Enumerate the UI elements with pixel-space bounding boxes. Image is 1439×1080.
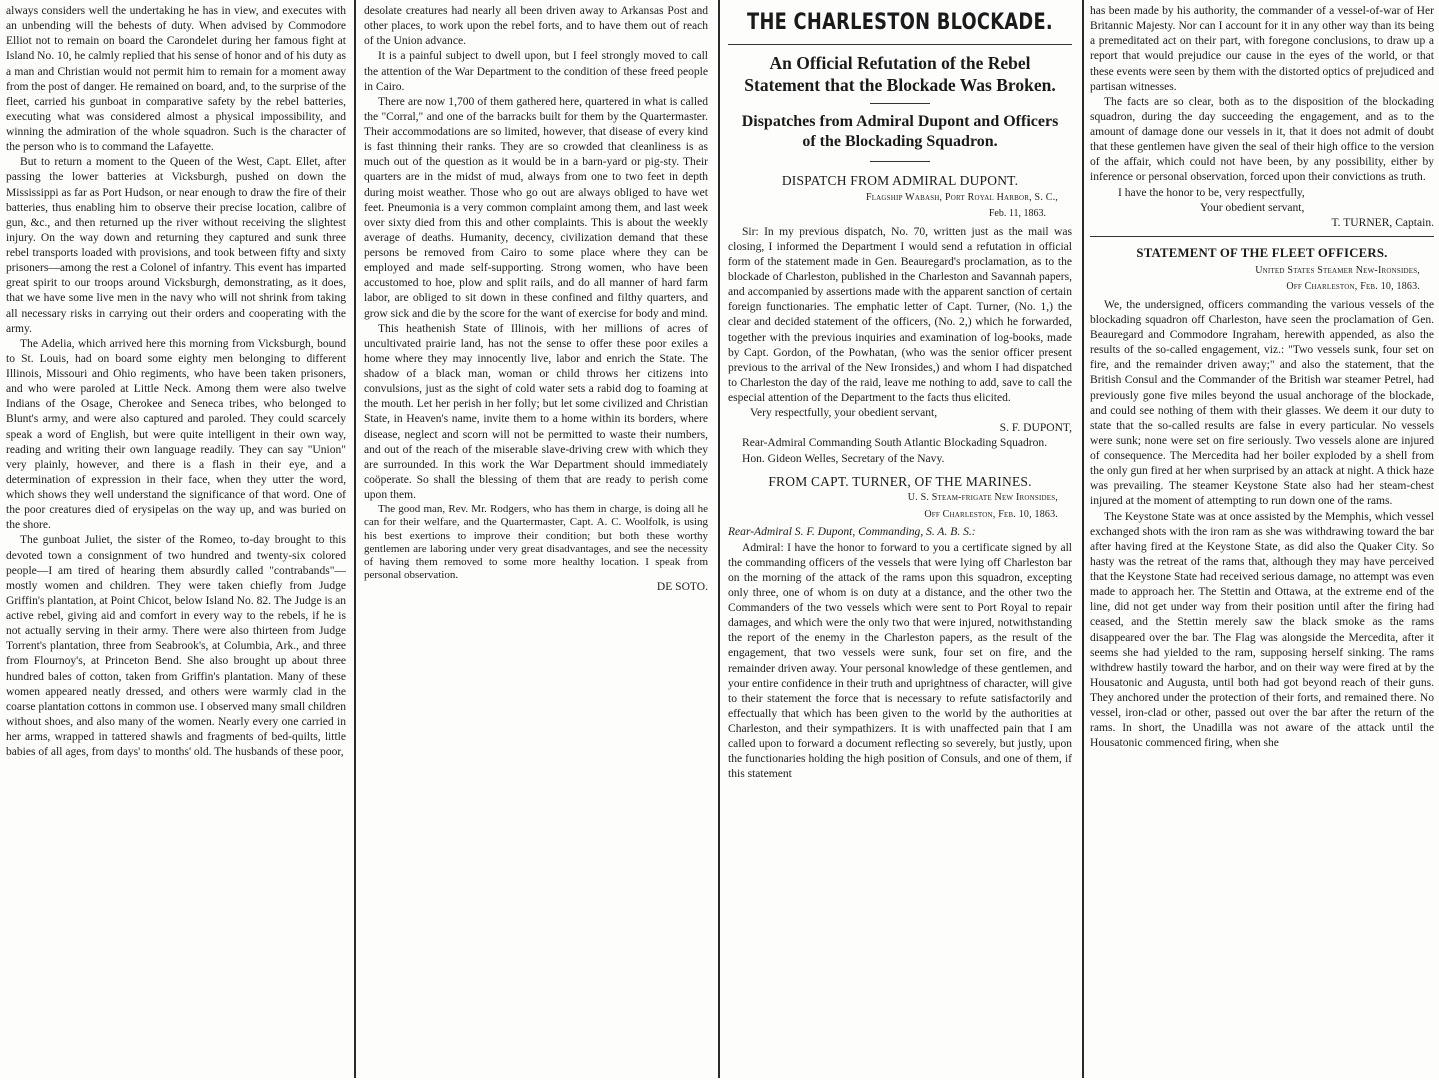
turner-signature: T. TURNER, Captain. <box>1331 216 1434 229</box>
col4-paragraph-2: The facts are so clear, both as to the disposition of the blockading squadron, during the day succeeding the engagement, and as to the amount of damage done our vessels in it, that it does not admit of doubt that these gentlemen have given the seal of their high office to the version of the affair, which could not have been, by any possibility, either by inference or personal observation, forced upon their convictions as truth. <box>1090 95 1434 184</box>
column-3 <box>728 4 1072 1078</box>
dupont-dispatch-body: Sir: In my previous dispatch, No. 70, written just as the mail was closing, I informed the Department I would send a refutation in official form of the statement made in Gen. Beauregard's proclamation, as to the blockade of Charleston, published in the Charleston and Savannah papers, and accompanied by assertions made with the apparent sanction of certain foreign functionaries. The emphatic letter of Capt. Turner, (No. 1,) the clear and decided statement of the officers, (No. 2,) which he forwarded, together with the previous inquiries and examination of log-books, made by Capt. Gordon, of the Powhatan, (who was the senior officer present previous to the arrival of the New Ironsides,) and whom I had dispatched to Charleston the day of the raid, leave me nothing to add, save to call the especial attention of the Department to the facts thus elicited. <box>728 225 1072 405</box>
turner-closing-1: I have the honor to be, very respectfully, <box>1118 186 1305 199</box>
dupont-closing: Very respectfully, your obedient servant, <box>750 407 938 420</box>
col2-paragraph-1: desolate creatures had nearly all been driven away to Arkansas Post and other places, to work upon the rebel forts, and to have them out of reach of the Union advance. <box>364 5 708 48</box>
col2-paragraph-2: It is a painful subject to dwell upon, but I feel strongly moved to call the attention of the War Department to the condition of these freed people in Cairo. <box>364 50 708 93</box>
subheadline-rule <box>870 103 930 104</box>
dupont-signature: S. F. DUPONT, <box>999 422 1072 435</box>
turner-closing-2: Your obedient servant, <box>1200 201 1305 214</box>
column-2 <box>364 4 708 816</box>
dupont-addressee: Hon. Gideon Welles, Secretary of the Navy. <box>742 452 945 465</box>
column-divider-1 <box>354 0 356 1078</box>
column-divider-2 <box>718 0 720 1078</box>
column-4 <box>1090 4 1434 1078</box>
col1-paragraph-4: The gunboat Juliet, the sister of the Romeo, to-day brought to this devoted town a consignment of two hundred and twenty-six colored people—I am tired of hearing them absurdly called "contrabands"—mostly women and children. They were taken chiefly from Judge Griffin's plantation, at Point Chicot, below Island No. 82. The Judge is an active rebel, giving aid and comfort in every way to the rebels, if he is not actually serving in their army. There were also thirteen from Judge Torrent's plantation, three from Seabrook's, at Columbia, Ark., and three from Flournoy's, at Princeton Bend. She also brought up about three hundred bales of cotton, taken from Griffin's plantation. Many of these women appeared neatly dressed, and others were warmly clad in the coarse plantation cottons in common use. I observed many small children without shoes, and also many of the women. Nearly every one carried in her arms, wrapped in tattered shawls and fragments of bed-quilts, little babies of all ages, from days' to months' old. The husbands of these poor, <box>6 534 346 759</box>
dateline-dupont-1: Flagship Wabash, Port Royal Harbor, S. C., <box>865 191 1058 203</box>
fleet-statement-body: We, the undersigned, officers commanding the various vessels of the blockading squadron off Charleston, have seen the proclamation of Gen. Beauregard and Commodore Ingraham, herewith appended, as also the results of the so-called engagement, viz.: "Two vessels sunk, four set on fire, and the remainder driven away;" and also the statement, that the British Consul and the Commander of the British war steamer Petrel, had previously gone five miles beyond the usual anchorage of the blockade, and could see nothing of them with their glasses. We deem it our duty to state that the so-called results are false in every particular. No vessels were sunk; none were set on fire seriously. Two vessels alone are injured of consequence. The Mercedita had her boiler exploded by a shell from the only gun fired at her when surprised by an attack at night. A thick haze was prevailing. The steamer Keystone State also had her steam-chest injured at the moment of attempting to run down one of the rams. <box>1090 298 1434 508</box>
col2-signature: DE SOTO. <box>656 581 708 594</box>
col1-paragraph-3: The Adelia, which arrived here this morning from Vicksburgh, bound to St. Louis, had on board some eighty men belonging to different Illinois, Missouri and Ohio regiments, who have been taken prisoners, and who were paroled at Little Neck. Among them were also twelve Indians of the Osage, Cherokee and Seneca tribes, who belonged to Blunt's army, and were also captured and paroled. They could scarcely speak a word of English, but were quite intelligent in their own way, reading and writing their own language readily. They can say "Union" very plainly, however, and there is a flash in their eye, and a determination of expression in their face, when they utter the word, which shows they well understand the significance of that word. One of the poor creatures died of erysipelas on the way up, and was buried on the shore. <box>6 337 346 532</box>
headline-rule <box>728 44 1072 45</box>
column-divider-3 <box>1082 0 1084 1078</box>
col1-paragraph-1: always considers well the undertaking he has in view, and executes with an unbending will the behests of duty. When advised by Commodore Elliot not to remain on board the Carondelet during her famous fight at Island No. 10, he calmly replied that his sense of honor and of his duty as a man and Christian would not permit him to remain for a moment away from the post of danger. He remained on board, and, to the surprise of the fleet, carried his gunboat in comparative safety by the rebel batteries, executing what was considered almost a physical impossibility, and winning the admiration of the whole squadron. Such is the character of the person who is to command the Lafayette. <box>6 5 346 154</box>
col1-paragraph-2: But to return a moment to the Queen of the West, Capt. Ellet, after passing the lower batteries at Vicksburgh, pushed on down the Mississippi as far as Port Hudson, or near enough to draw the fire of their batteries, thus enabling him to observe their precise location, calibre of gun, &c., and then returned up the river without receiving the slightest injury. On the way down and returning they captured and sunk three rebel transports loaded with provisions, and took between fifty and sixty prisoners—among the rest a Colonel of infantry. This event has imparted great spirit to our troops around Vicksburgh, demonstrating, as it does, that we have some live men in the navy who will not shrink from taking all necessary risks in carrying out their orders and cooperating with the army. <box>6 156 346 335</box>
col2-paragraph-4: This heathenish State of Illinois, with her millions of acres of uncultivated prairie land, has not the sense to offer these poor exiles a home where they may innocently live, labor and enrich the State. The shadow of a black man, woman or child throws her citizens into convulsions, just as the sight of cold water sets a rabid dog to foaming at the mouth. Let her perish in her folly; but let some civilized and Christian State, in Heaven's name, invite them to a home within its borders, where disease, neglect and scorn will not be permitted to waste their numbers, and out of the reach of the miserable slave-driving crew with which they are surrounded. In this work the War Department should immediately coöperate. So shall the blessing of them that are ready to perish come upon them. <box>364 322 708 501</box>
col4-paragraph-1: has been made by his authority, the commander of a vessel-of-war of Her Britannic Majesty. Nor can I account for it in any other way than its being a premeditated act on their part, with foregone conclusions, to draw up a report that would prejudice our cause in the eyes of the world, or that these events were seen by them with the distorted optics of prejudiced and partisan witnesses. <box>1090 5 1434 93</box>
col2-paragraph-5: The good man, Rev. Mr. Rodgers, who has them in charge, is doing all he can for their welfare, and the Quartermaster, Capt. A. C. Woolfolk, is using his best exertions to improve their condition; but both these worthy gentlemen are laboring under very great disadvantages, and see the necessity of having them removed to some more healthy location. I speak from personal observation. <box>364 503 708 582</box>
dateline-fleet-1: United States Steamer New-Ironsides, <box>1255 264 1420 276</box>
headline: THE CHARLESTON BLOCKADE. <box>747 10 1053 35</box>
dateline-turner-2: Off Charleston, Feb. 10, 1863. <box>924 508 1058 520</box>
turner-addressee: Rear-Admiral S. F. Dupont, Commanding, S. A. B. S.: <box>728 526 976 539</box>
dateline-fleet-2: Off Charleston, Feb. 10, 1863. <box>1286 281 1420 293</box>
dateline-turner-1: U. S. Steam-frigate New Ironsides, <box>907 492 1058 504</box>
section-title-dupont: DISPATCH FROM ADMIRAL DUPONT. <box>781 173 1019 189</box>
turner-letter-body: Admiral: I have the honor to forward to you a certificate signed by all the commanding officers of the vessels that were lying off Charleston bar on the morning of the attack of the rams upon this squadron, excepting only three, one of whom is on duty at a distance, and the other two the Commanders of the two vessels which were sent to Port Royal to repair damages, and which were the only two that were injured, notwithstanding the report of the enemy in the Charleston papers, as the result of the engagement, that two vessels were sunk, four set on fire, and the remainder driven away. Your personal knowledge of these gentlemen, and your entire confidence in their truth and uprightness of character, will give to their statement the force that is necessary to refute satisfactorily and effectually that which has been given to the world by the authorities at Charleston, and their sympathizers. It is with unaffected pain that I am called upon to forward a document reflecting so severely, but justly, upon the functionaries holding the high position of Consuls, and one of them, if this statement <box>728 541 1072 781</box>
section-title-fleet-officers: STATEMENT OF THE FLEET OFFICERS. <box>1136 246 1388 261</box>
subheadline-2: Dispatches from Admiral Dupont and Officers of the Blockading Squadron. <box>741 112 1059 151</box>
subheadline-rule-2 <box>870 161 930 162</box>
dateline-dupont-2: Feb. 11, 1863. <box>988 208 1046 220</box>
dupont-rank: Rear-Admiral Commanding South Atlantic Blockading Squadron. <box>742 437 1048 450</box>
subheadline-1: An Official Refutation of the Rebel Statement that the Blockade Was Broken. <box>744 53 1056 95</box>
col2-paragraph-3: There are now 1,700 of them gathered here, quartered in what is called the "Corral," and one of the barracks built for them by the Quartermaster. Their accommodations are so limited, however, that disease of every kind is fast thinning their ranks. They are so crowded that cleanliness is as much out of the question as it would be in a barn-yard or pig-sty. Their quarters are in the midst of mud, always from one to two feet in depth during moist weather. Those who go out are always obliged to have wet feet. Pneumonia is a very common complaint among them, and last week over sixty died from this and other complaints. This is about the weekly average of deaths. Humanity, decency, civilization demand that these persons be removed from Cairo to some place where they can be employed and made self-supporting. Strong women, who have been accustomed to hoe, plow and split rails, and do all manner of hard farm labor, are obliged to sit down in these confined and filthy quarters, and grow sick and die by the score for the want of exercise for body and mind. <box>364 95 708 320</box>
column-1 <box>6 4 346 1078</box>
fleet-statement-body-2: The Keystone State was at once assisted by the Memphis, which vessel exchanged shots with the iron ram as she was withdrawing toward the bar after having fired at the Keystone State, as did also the Quaker City. So hasty was the retreat of the rams that, although they may have perceived that the Keystone State had received serious damage, no attempt was even made to approach her. The Stettin and Ottawa, at the extreme end of the line, did not get under way from their position until after the firing had ceased, and the Stettin merely saw the black smoke as the rams disappeared over the bar. The Flag was alongside the Mercedita, after it seems she had yielded to the ram, supposing herself sinking. The rams withdrew hastily toward the harbor, and on their way were fired at by the Housatonic and Augusta, until both had got beyond reach of their guns. They anchored under the protection of their forts, and remained there. No vessel, iron-clad or other, passed out over the bar after the return of the rams. In short, the Unadilla was not aware of the attack until the Housatonic commenced firing, when she <box>1090 510 1434 750</box>
section-title-turner: FROM CAPT. TURNER, OF THE MARINES. <box>768 473 1032 489</box>
section-rule <box>1090 236 1434 237</box>
